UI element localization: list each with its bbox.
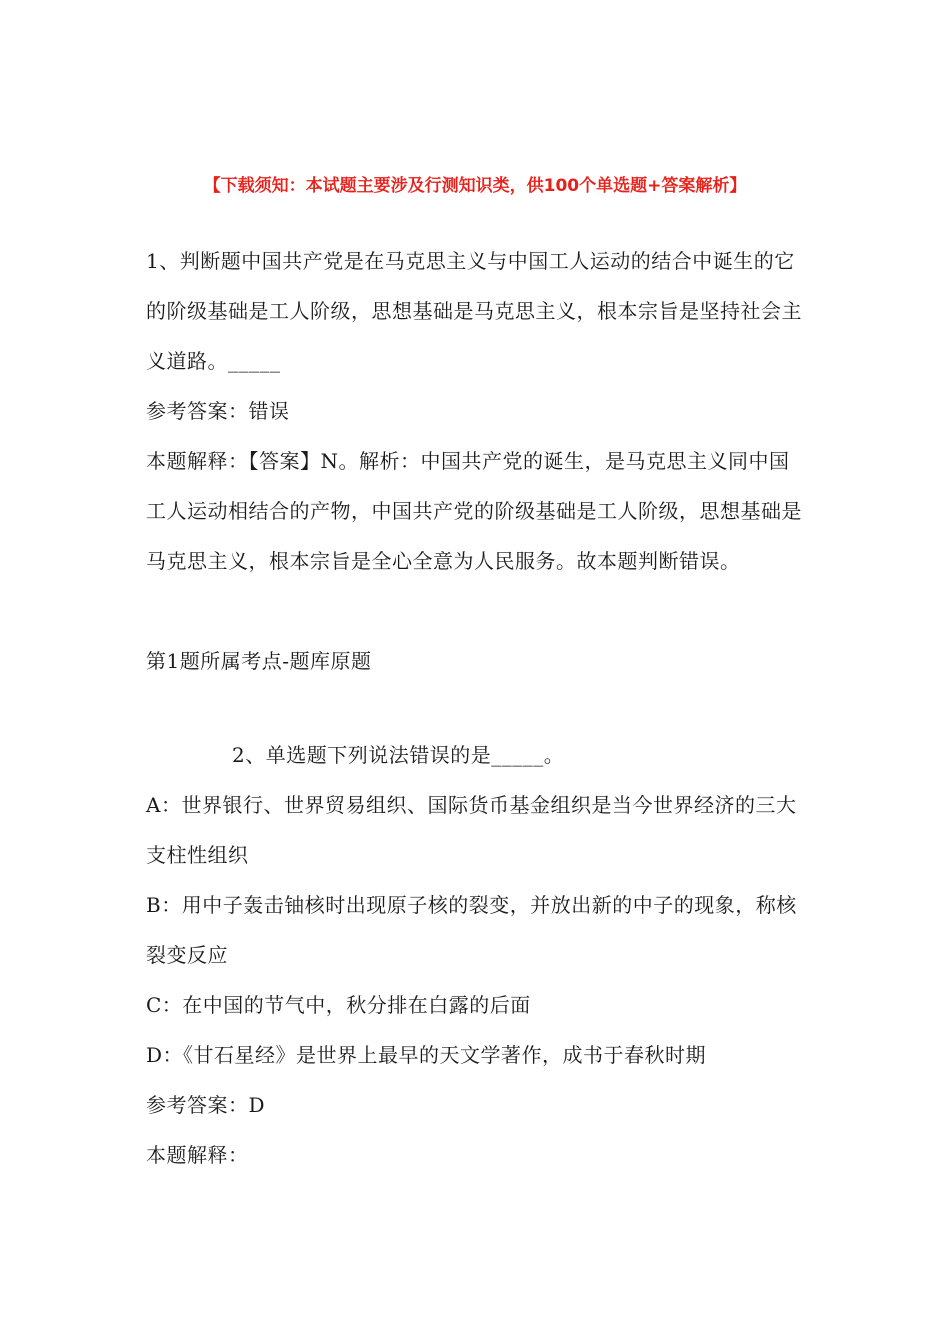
spacer (146, 586, 806, 636)
question-1-text: 1、判断题中国共产党是在马克思主义与中国工人运动的结合中诞生的它的阶级基础是工人阶级，思想基础是马克思主义，根本宗旨是坚持社会主义道路。_____ (146, 249, 802, 373)
spacer (146, 686, 806, 730)
question-1-answer: 参考答案：错误 (146, 399, 290, 423)
question-1-topic: 第1题所属考点-题库原题 (146, 649, 372, 673)
question-2-option-d: D：《甘石星经》是世界上最早的天文学著作，成书于春秋时期 (146, 1043, 707, 1067)
question-2-explanation: 本题解释： (146, 1143, 249, 1167)
question-2-text: 2、单选题下列说法错误的是_____。 (232, 743, 565, 767)
download-notice: 【下载须知：本试题主要涉及行测知识类，供100个单选题+答案解析】 (203, 176, 747, 196)
question-2-option-a: A：世界银行、世界贸易组织、国际货币基金组织是当今世界经济的三大支柱性组织 (146, 793, 797, 867)
question-2-option-b: B：用中子轰击铀核时出现原子核的裂变，并放出新的中子的现象，称核裂变反应 (146, 893, 797, 967)
question-2-option-c: C：在中国的节气中，秋分排在白露的后面 (146, 993, 531, 1017)
question-1-explanation: 本题解释：【答案】N。解析：中国共产党的诞生，是马克思主义同中国工人运动相结合的产物，中国共产党的阶级基础是工人阶级，思想基础是马克思主义，根本宗旨是全心全意为人民服务。故本题判断错误。 (146, 449, 802, 573)
question-content (146, 236, 806, 1180)
question-2-answer: 参考答案：D (146, 1093, 266, 1117)
